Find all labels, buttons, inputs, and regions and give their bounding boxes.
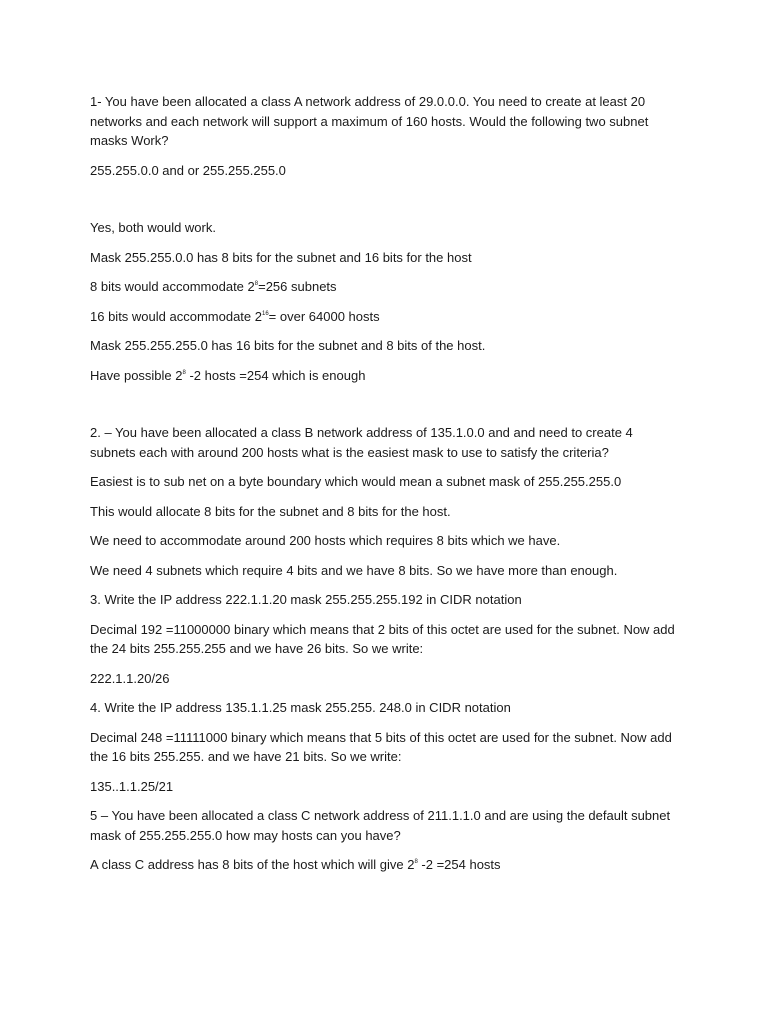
q2-line-2: This would allocate 8 bits for the subnet and 8 bits for the host. — [90, 503, 451, 519]
q2-question: 2. – You have been allocated a class B network address of 135.1.0.0 and and need to create 4 subnets each with around 200 hosts what is the easiest mask to use to satisfy the criteria? — [90, 425, 633, 460]
document-page — [90, 92, 680, 885]
q2-line-1: Easiest is to sub net on a byte boundary which would mean a subnet mask of 255.255.255.0 — [90, 474, 622, 489]
q2-line-3: We need to accommodate around 200 hosts which requires 8 bits which we have. — [90, 533, 561, 548]
q3-answer: 222.1.1.20/26 — [90, 670, 170, 686]
q1-line-3: 16 bits would accommodate $2^{16}=$ over 64000 hosts — [90, 308, 380, 324]
q1-answer: Yes, both would work. — [90, 220, 216, 235]
q4-answer: 135..1.1.25/21 — [90, 778, 174, 794]
q2-line-4: We need 4 subnets which require 4 bits and we have 8 bits. So we have more than enough. — [90, 562, 618, 578]
q1-line-5: Have possible $2^8$ -2 hosts =254 which is enough — [90, 367, 366, 383]
q1-line-2: 8 bits would accommodate $2^8=256$ subnets — [90, 279, 337, 294]
q3-question: 3. Write the IP address 222.1.1.20 mask 255.255.255.192 in CIDR notation — [90, 592, 522, 607]
q3-explanation: Decimal 192 =11000000 binary which means that 2 bits of this octet are used for the subnet. Now add the 24 bits 255.255.255 and we have 26 bits. So we write: — [90, 621, 675, 656]
q1-line-1: Mask 255.255.0.0 has 8 bits for the subnet and 16 bits for the host — [90, 249, 472, 265]
q1-question: 1- You have been allocated a class A network address of 29.0.0.0. You need to create at least 20 networks and each network will support a maximum of 160 hosts. Would the following two subnet masks Work? — [90, 94, 649, 148]
q1-masks: 255.255.0.0 and or 255.255.255.0 — [90, 162, 286, 178]
q4-explanation: Decimal 248 =11111000 binary which means that 5 bits of this octet are used for the subnet. Now add the 16 bits 255.255. and we have 21 bits. So we write: — [90, 729, 672, 764]
q1-line-4: Mask 255.255.255.0 has 16 bits for the subnet and 8 bits of the host. — [90, 338, 486, 353]
q5-answer: A class C address has 8 bits of the host which will give $2^8$ -2 =254 hosts — [90, 857, 501, 872]
q4-question: 4. Write the IP address 135.1.1.25 mask 255.255. 248.0 in CIDR notation — [90, 700, 511, 715]
q5-question: 5 – You have been allocated a class C network address of 211.1.1.0 and are using the default subnet mask of 255.255.255.0 how may hosts can you have? — [90, 808, 671, 843]
